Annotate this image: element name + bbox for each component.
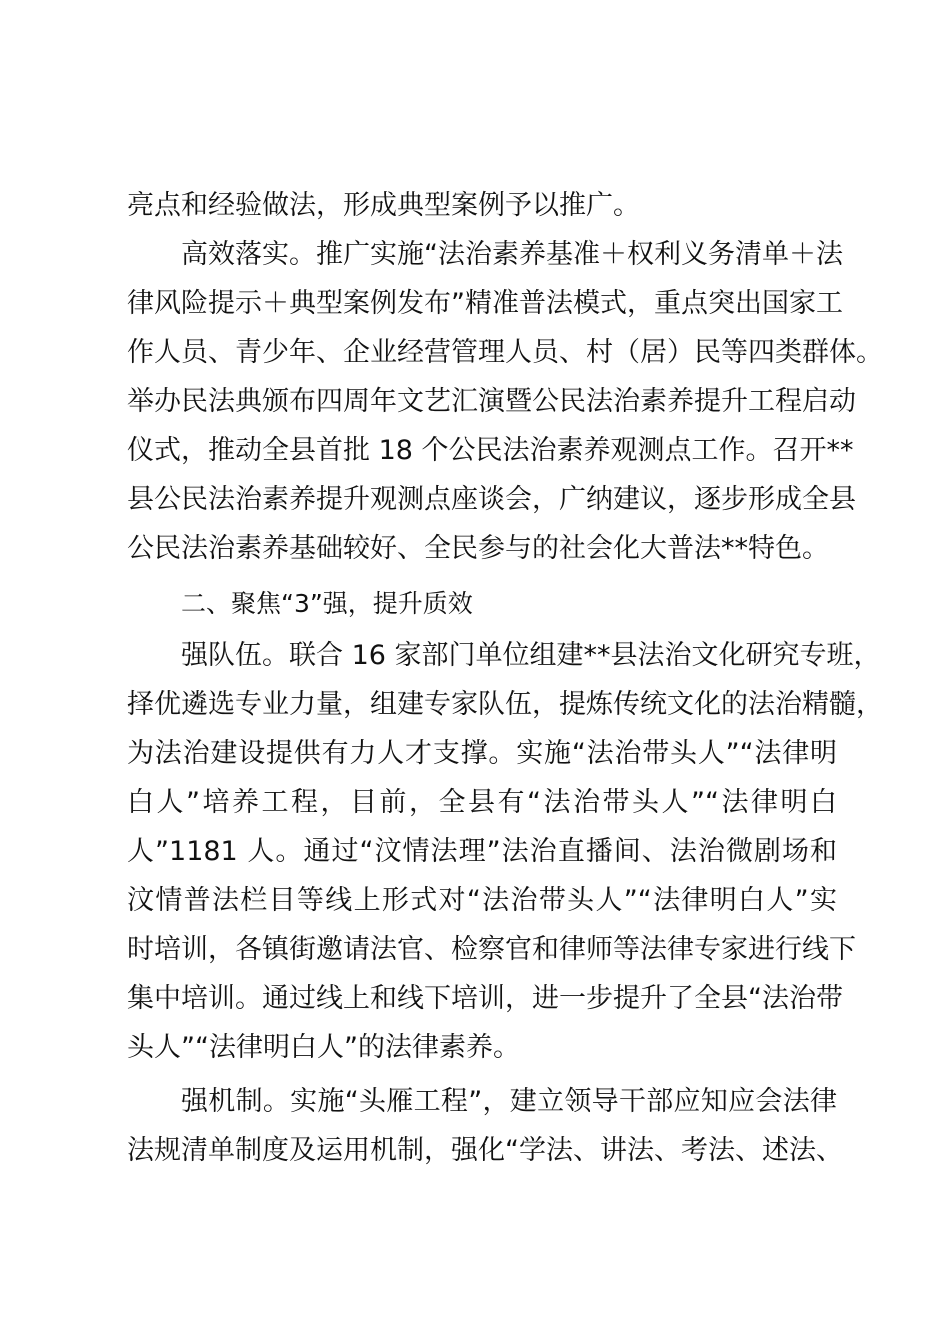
paragraph-line: 头人”“法律明白人”的法律素养。 — [127, 1032, 520, 1063]
paragraph-line: 公民法治素养基础较好、全民参与的社会化大普法**特色。 — [127, 533, 829, 564]
paragraph-line: 亮点和经验做法，形成典型案例予以推广。 — [127, 190, 640, 221]
paragraph-line: 高效落实。推广实施“法治素养基准＋权利义务清单＋法 — [181, 239, 843, 270]
paragraph-line: 人”1181 人。通过“汶情法理”法治直播间、法治微剧场和 — [127, 836, 837, 867]
paragraph-line: 举办民法典颁布四周年文艺汇演暨公民法治素养提升工程启动 — [127, 386, 856, 417]
paragraph-line: 时培训，各镇街邀请法官、检察官和律师等法律专家进行线下 — [127, 934, 856, 965]
paragraph-line: 作人员、青少年、企业经营管理人员、村（居）民等四类群体。 — [127, 337, 883, 368]
paragraph-line: 集中培训。通过线上和线下培训，进一步提升了全县“法治带 — [127, 983, 843, 1014]
paragraph-line: 强队伍。联合 16 家部门单位组建**县法治文化研究专班， — [181, 640, 881, 671]
paragraph-line: 律风险提示＋典型案例发布”精准普法模式，重点突出国家工 — [127, 288, 843, 319]
paragraph-line: 县公民法治素养提升观测点座谈会，广纳建议，逐步形成全县 — [127, 484, 856, 515]
paragraph-line: 仪式，推动全县首批 18 个公民法治素养观测点工作。召开** — [127, 435, 854, 466]
paragraph-line: 法规清单制度及运用机制，强化“学法、讲法、考法、述法、 — [127, 1135, 843, 1166]
paragraph-line: 白人”培养工程，目前，全县有“法治带头人”“法律明白 — [127, 787, 837, 818]
section-heading: 二、聚焦“3”强，提升质效 — [181, 589, 473, 618]
paragraph-line: 汶情普法栏目等线上形式对“法治带头人”“法律明白人”实 — [127, 885, 837, 916]
paragraph-line: 为法治建设提供有力人才支撑。实施“法治带头人”“法律明 — [127, 738, 837, 769]
paragraph-line: 择优遴选专业力量，组建专家队伍，提炼传统文化的法治精髓， — [127, 689, 883, 720]
paragraph-line: 强机制。实施“头雁工程”，建立领导干部应知应会法律 — [181, 1086, 837, 1117]
